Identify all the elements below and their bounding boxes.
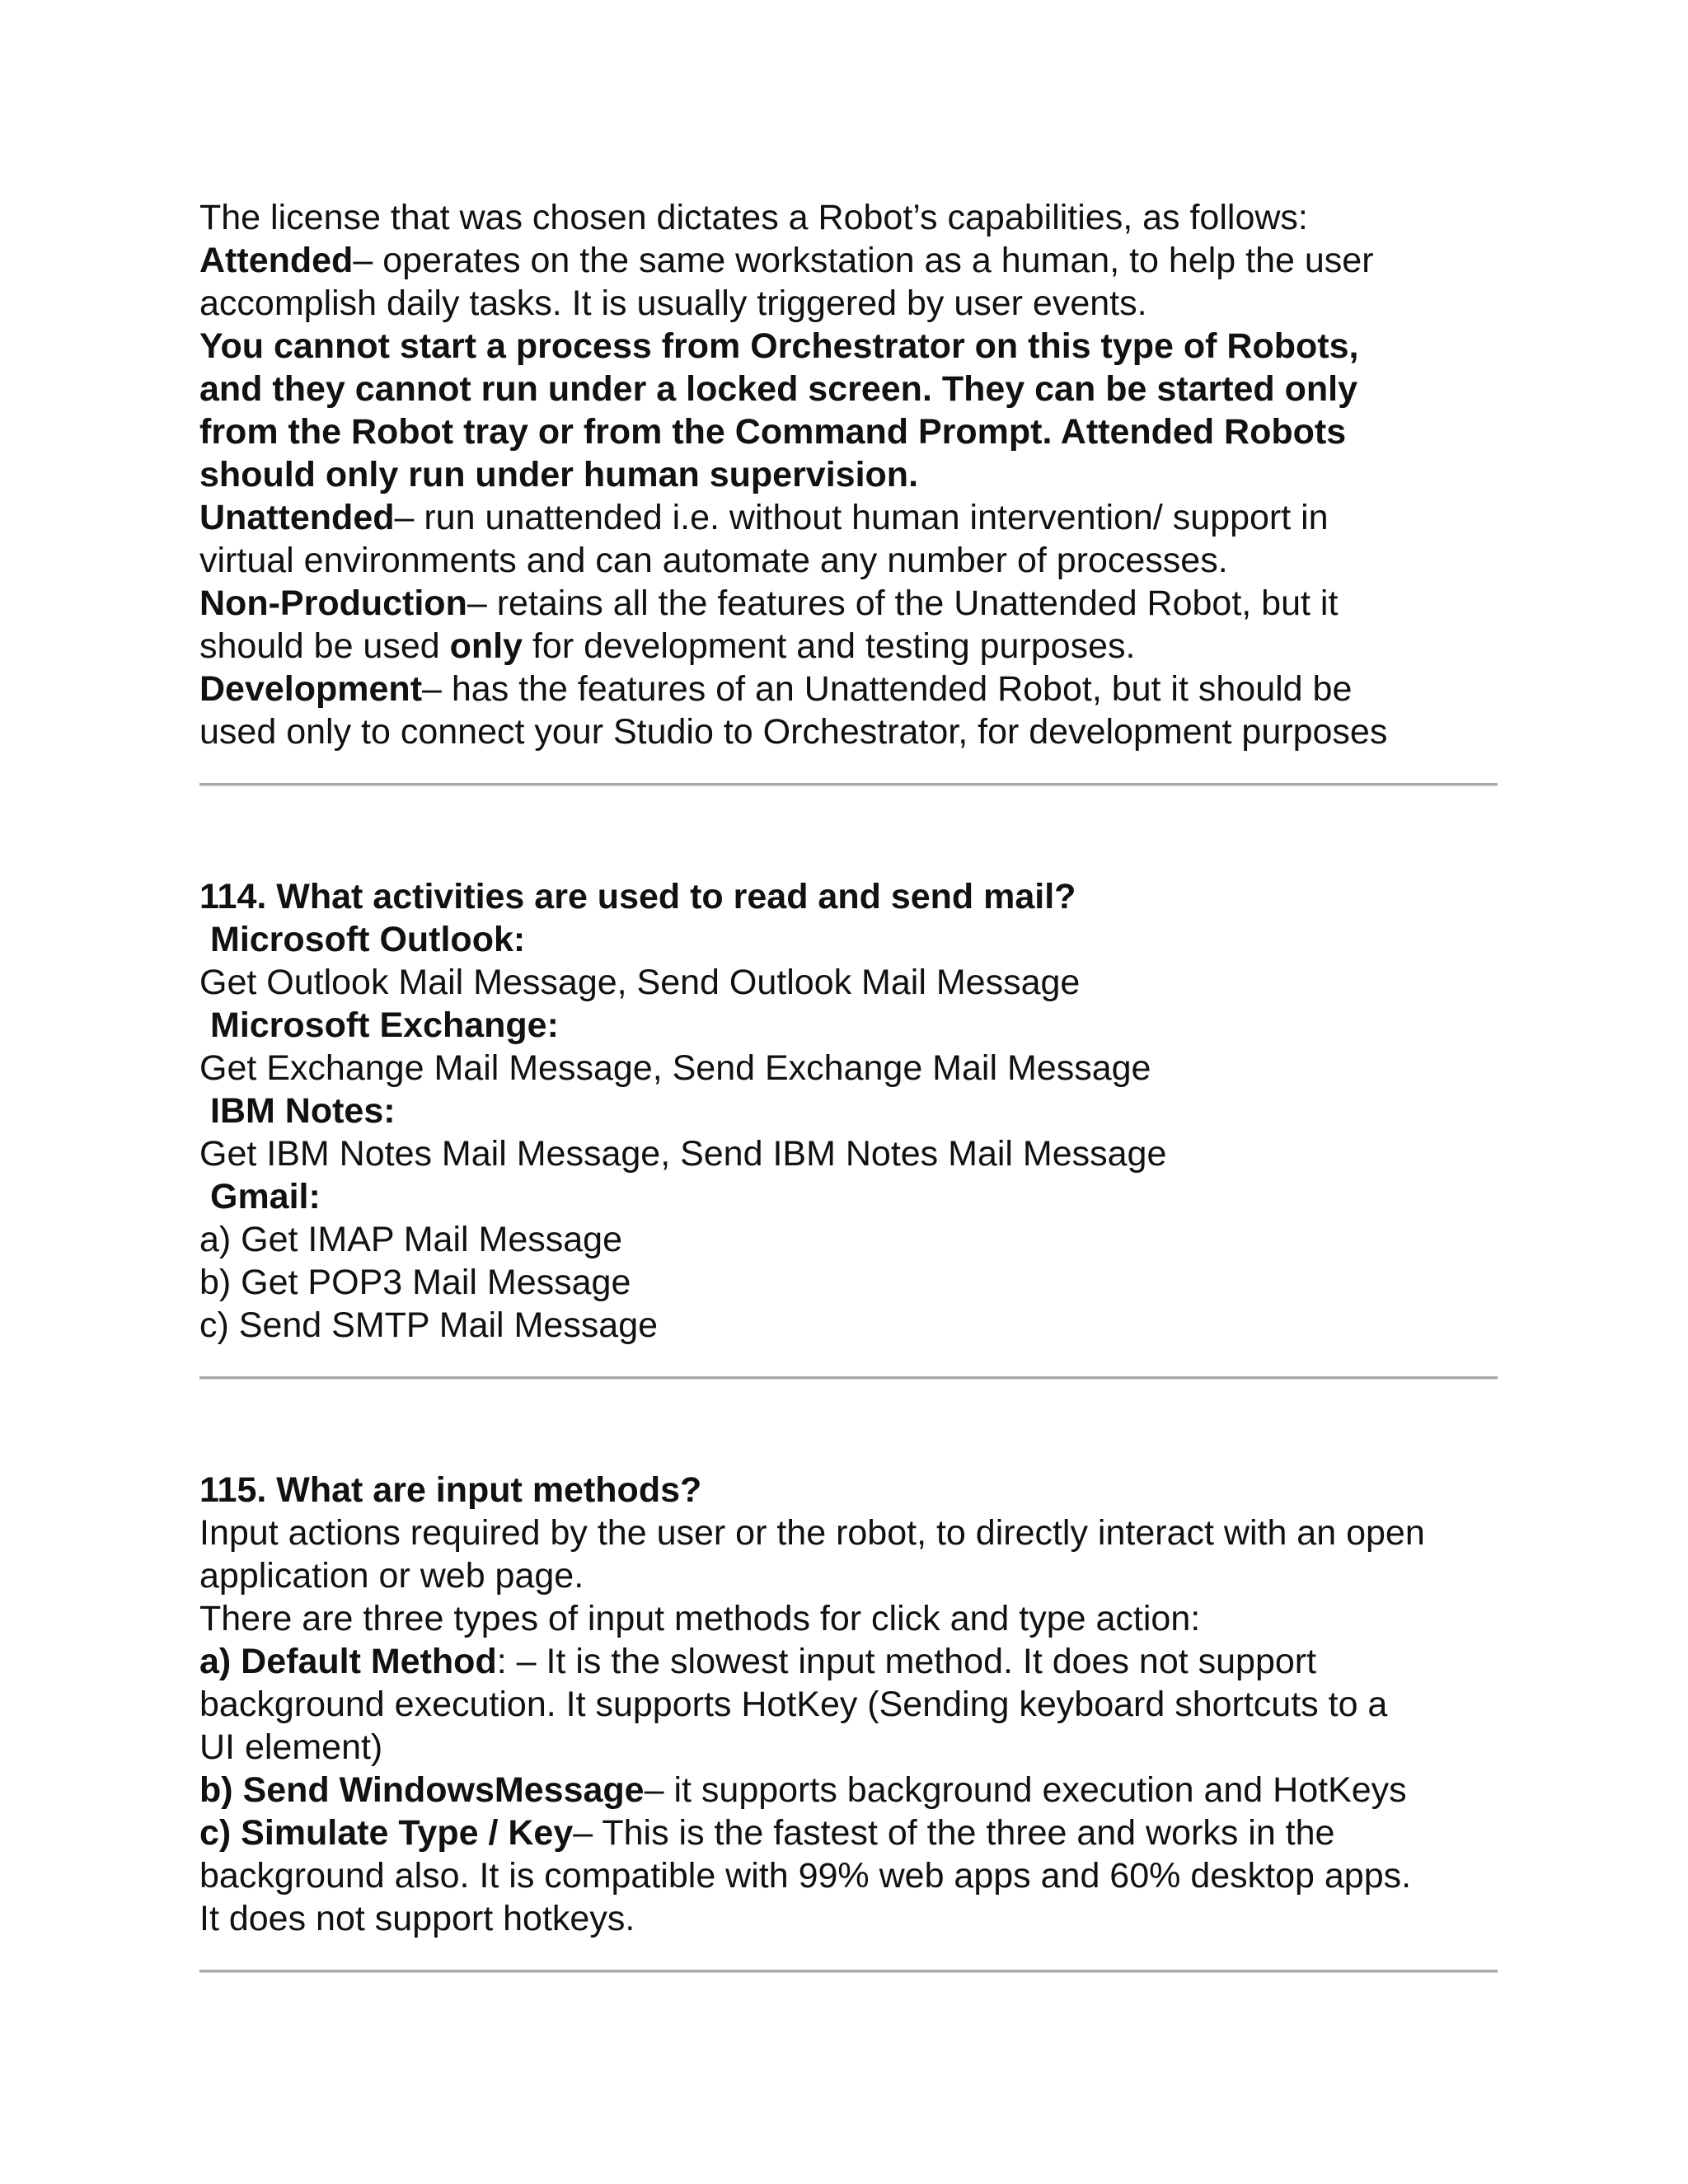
document-page: [199, 196, 1498, 1973]
gmail-item-a: a) Get IMAP Mail Message: [199, 1220, 622, 1259]
unattended-desc-2: virtual environments and can automate any number of processes.: [199, 541, 1228, 580]
outlook-activities: Get Outlook Mail Message, Send Outlook Mail Message: [199, 963, 1081, 1002]
section-divider: [199, 1376, 1498, 1380]
nonprod-term: Non-Production: [199, 583, 467, 623]
default-method-desc-3: UI element): [199, 1727, 383, 1767]
question-114-title: 114. What activities are used to read and send mail?: [199, 877, 1076, 916]
ibm-notes-activities: Get IBM Notes Mail Message, Send IBM Notes Mail Message: [199, 1134, 1167, 1174]
nonprod-desc-2b: only: [449, 626, 523, 666]
q115-intro-3: There are three types of input methods for click and type action:: [199, 1599, 1201, 1638]
nonprod-desc-2c: for development and testing purposes.: [523, 626, 1136, 666]
attended-entry: [199, 239, 1498, 282]
gmail-item-b: b) Get POP3 Mail Message: [199, 1263, 631, 1302]
attended-note-line-3: from the Robot tray or from the Command Prompt. Attended Robots: [199, 412, 1347, 452]
simulate-type-term: c) Simulate Type / Key: [199, 1813, 574, 1853]
default-method-desc-2: background execution. It supports HotKey (Sending keyboard shortcuts to a: [199, 1685, 1388, 1724]
gmail-item-c: c) Send SMTP Mail Message: [199, 1305, 659, 1345]
default-method-term: a) Default Method: [199, 1642, 497, 1681]
ibm-notes-heading: IBM Notes:: [210, 1091, 396, 1131]
nonprod-desc-2: [199, 625, 1498, 668]
attended-desc-2: accomplish daily tasks. It is usually triggered by user events.: [199, 284, 1147, 323]
attended-note-line-2: and they cannot run under a locked screen. They can be started only: [199, 369, 1358, 409]
send-windows-message-desc: – it supports background execution and HotKeys: [644, 1770, 1407, 1810]
outlook-heading: Microsoft Outlook:: [210, 920, 526, 959]
simulate-type-desc-2: background also. It is compatible with 99% web apps and 60% desktop apps.: [199, 1856, 1412, 1896]
nonprod-entry: [199, 582, 1498, 625]
attended-note-line-4: should only run under human supervision.: [199, 455, 919, 494]
q115-intro-2: application or web page.: [199, 1556, 584, 1596]
exchange-heading: Microsoft Exchange:: [210, 1005, 559, 1045]
question-115-section: [199, 1469, 1498, 1940]
default-method-entry: [199, 1640, 1498, 1683]
simulate-type-desc-3: It does not support hotkeys.: [199, 1899, 635, 1938]
attended-desc-1: – operates on the same workstation as a human, to help the user: [353, 241, 1374, 280]
question-115-title: 115. What are input methods?: [199, 1470, 702, 1510]
simulate-type-entry: [199, 1811, 1498, 1854]
development-desc-1: – has the features of an Unattended Robot, but it should be: [422, 669, 1353, 709]
development-desc-2: used only to connect your Studio to Orchestrator, for development purposes: [199, 712, 1388, 752]
attended-note-line-1: You cannot start a process from Orchestrator on this type of Robots,: [199, 326, 1359, 366]
development-entry: [199, 668, 1498, 710]
gmail-heading: Gmail:: [210, 1177, 321, 1216]
question-114-section: [199, 875, 1498, 1347]
license-section: [199, 196, 1498, 753]
section-divider: [199, 783, 1498, 786]
exchange-activities: Get Exchange Mail Message, Send Exchange Mail Message: [199, 1048, 1151, 1088]
nonprod-desc-2a: should be used: [199, 626, 450, 666]
section-divider: [199, 1970, 1498, 1973]
attended-term: Attended: [199, 241, 354, 280]
q115-intro-1: Input actions required by the user or the robot, to directly interact with an open: [199, 1513, 1425, 1553]
development-term: Development: [199, 669, 423, 709]
unattended-term: Unattended: [199, 498, 395, 537]
nonprod-desc-1: – retains all the features of the Unattended Robot, but it: [467, 583, 1339, 623]
simulate-type-desc-1: – This is the fastest of the three and works in the: [573, 1813, 1335, 1853]
unattended-entry: [199, 496, 1498, 539]
default-method-desc-1: : – It is the slowest input method. It does not support: [496, 1642, 1317, 1681]
send-windows-message-entry: [199, 1769, 1498, 1811]
unattended-desc-1: – run unattended i.e. without human intervention/ support in: [394, 498, 1329, 537]
license-intro: The license that was chosen dictates a Robot’s capabilities, as follows:: [199, 198, 1308, 237]
send-windows-message-term: b) Send WindowsMessage: [199, 1770, 645, 1810]
